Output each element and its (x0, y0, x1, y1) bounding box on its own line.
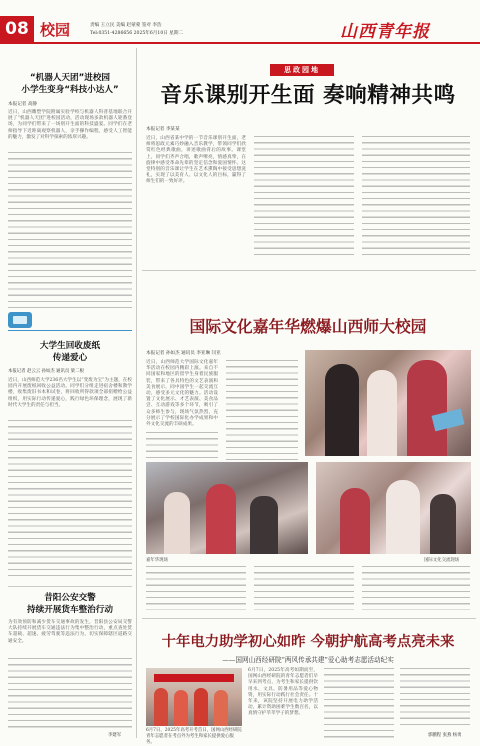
masthead (0, 0, 480, 42)
music-article-byline: 本报记者 李某某 (146, 127, 180, 132)
power-article-sign: 郭鹏程 张燕 杨勇 (428, 733, 462, 738)
right-divider-1 (142, 270, 476, 271)
newspaper-logo: 山西青年报 (340, 22, 430, 42)
column-tag (270, 64, 334, 76)
robot-article-text-continued (8, 152, 132, 308)
photo-figure (250, 496, 278, 554)
photo-figure (174, 690, 188, 726)
robot-article-byline: 本报记者 高静 (8, 102, 38, 107)
photo-figure (214, 690, 228, 726)
page-number: 08 (0, 16, 34, 42)
carnival-photo-left (146, 462, 308, 554)
power-article-col3 (400, 668, 470, 728)
recycle-article-body: 近日，山西师范大学236名大学生以“变废为宝”为主题，在校园内开展废纸回收公益活动。同学们分组走进宿舍楼和教学楼，收集废旧书本和试卷，将回收所得款项全部捐赠给公益组织，用实际行动传递爱心，践行绿色环保理念，展现了新时代大学生的责任与担当。 (8, 378, 132, 408)
culture-article-col6 (362, 566, 470, 610)
music-article-title: 音乐课别开生面 奏响精神共鸣 (160, 83, 456, 108)
volunteers-photo (146, 668, 242, 726)
section-name: 校园 (40, 21, 71, 39)
culture-article-col5 (254, 566, 354, 610)
culture-article-title: 国际文化嘉年华燃爆山西师大校园 (189, 317, 427, 336)
culture-article-col2 (146, 432, 218, 460)
power-article-title: 十年电力助学初心如昨 今朝护航高考点亮未来 (161, 634, 455, 650)
editor-info: 责编 王立民 美编 赵蒙蒙 签对 李浩 (90, 23, 162, 28)
traffic-article-body: 为有效预防和减少货车交通事故的发生，昔阳县公安局交警大队持续开展货车交通违法行为集中整治行动，重点查处货车超载、超速、疲劳驾驶等违法行为，切实保障辖区道路交通安全。 (8, 620, 132, 644)
culture-article-body: 近日，山西师范大学国际文化嘉年华活动在校园内精彩上演。来自不同国家和地区的留学生身着民族服装，带来了各具特色的文艺表演和美食展示，同中国学生一起交流互动，感受多元文化的魅力。活动设置了文化展示、才艺表演、美食品尝、互动游戏等多个环节，吸引了众多师生参与，现场气氛热烈，充分展示了学校国际化办学成果和中外文化交流的丰硕成果。 (146, 360, 218, 428)
music-article-col3 (362, 136, 470, 260)
photo-figure (194, 688, 208, 726)
music-article-col2 (254, 136, 354, 260)
photo-figure (340, 488, 370, 554)
right-divider-2 (142, 618, 476, 619)
culture-article-col3 (226, 360, 298, 460)
carnival-photo-students (305, 350, 471, 456)
power-article-subtitle: ——国网山西经研院“两风传承共建”爱心助考志愿活动纪实 (222, 656, 394, 664)
power-article-col2 (324, 668, 394, 738)
flag-icon (13, 316, 27, 324)
recycle-article-byline: 本报记者 赵云云 孙如杰 通讯员 梁二根 (8, 369, 84, 374)
recycle-article-text-continued (8, 420, 132, 578)
photo-figure (164, 492, 190, 554)
photo-figure (325, 364, 359, 456)
robot-article-title: “机器人天团”进校园 小学生变身“科技小达人” (21, 73, 119, 95)
robot-article-body: 近日，山西雕塑学院附属实验学校与机器人科普基地联合开展了“机器人天团”进校园活动，活动现场多款机器人轮番登场，为同学们带来了一场别开生面的科技盛宴。同学们在老师指导下近距离观察机器人，亲手操作编程，感受人工智能的魅力，激发了对科学探索的浓厚兴趣。 (8, 110, 132, 140)
photo-figure (367, 370, 397, 456)
traffic-article-title: 昔阳公安交警 持续开展货车整治行动 (27, 593, 113, 615)
photo-figure (407, 360, 447, 456)
carnival-photo-right (316, 462, 471, 554)
culture-article-byline: 本报记者 孙如杰 通讯员 李亚琳 闫亚 (146, 351, 221, 356)
volunteers-photo-caption: 6月7日，2025年高考开考首日，国网山西经研院青年志愿者在考点外为考生和家长提供爱心服务。 (146, 728, 242, 745)
column-divider (136, 48, 137, 738)
photo-figure (386, 480, 420, 554)
photo-caption-right: 国际文化交流现场 (424, 558, 460, 563)
photo-figure (206, 484, 236, 554)
contact-date: Tel:0351-4286656 2025年6月10日 星期二 (90, 31, 184, 36)
traffic-article-sign: 李建军 (108, 733, 122, 738)
left-divider (8, 586, 132, 587)
section-rule (8, 330, 132, 331)
power-article-body: 6月7日，2025年高考如期而至，国网山西经研院的青年志愿者们早早来到考点，为考生和家长提供饮用水、文具、防暑用品等爱心物资，用实际行动践行社会责任。十年来，该院坚持开展电力助学活动，累计资助困难学生数百名，以真情守护莘莘学子的梦想。 (248, 668, 318, 717)
photo-caption-left: 嘉年华现场 (146, 558, 168, 563)
photo-banner (154, 674, 234, 682)
section-badge (8, 312, 32, 328)
culture-article-col4 (146, 566, 246, 610)
photo-figure (154, 688, 168, 726)
traffic-article-text-continued (8, 658, 132, 728)
recycle-article-title: 大学生回收废纸 传递爱心 (39, 341, 101, 363)
music-article-body: 近日，山西省某中学的一节音乐课别开生面，老师将思政元素巧妙融入音乐教学，带领同学们欣赏红色经典歌曲，讲述歌曲背后的故事。课堂上，同学们齐声合唱，歌声嘹亮，情感真挚，在旋律中感受革命先辈的坚定信念和爱国情怀。这堂特别的音乐课让学生在艺术熏陶中接受思想洗礼，实现了以美育人、以文化人的目标，赢得了师生们的一致好评。 (146, 136, 246, 185)
photo-figure (430, 494, 456, 554)
column-tag-label: 思政园地 (284, 66, 320, 74)
masthead-rule (0, 42, 480, 44)
